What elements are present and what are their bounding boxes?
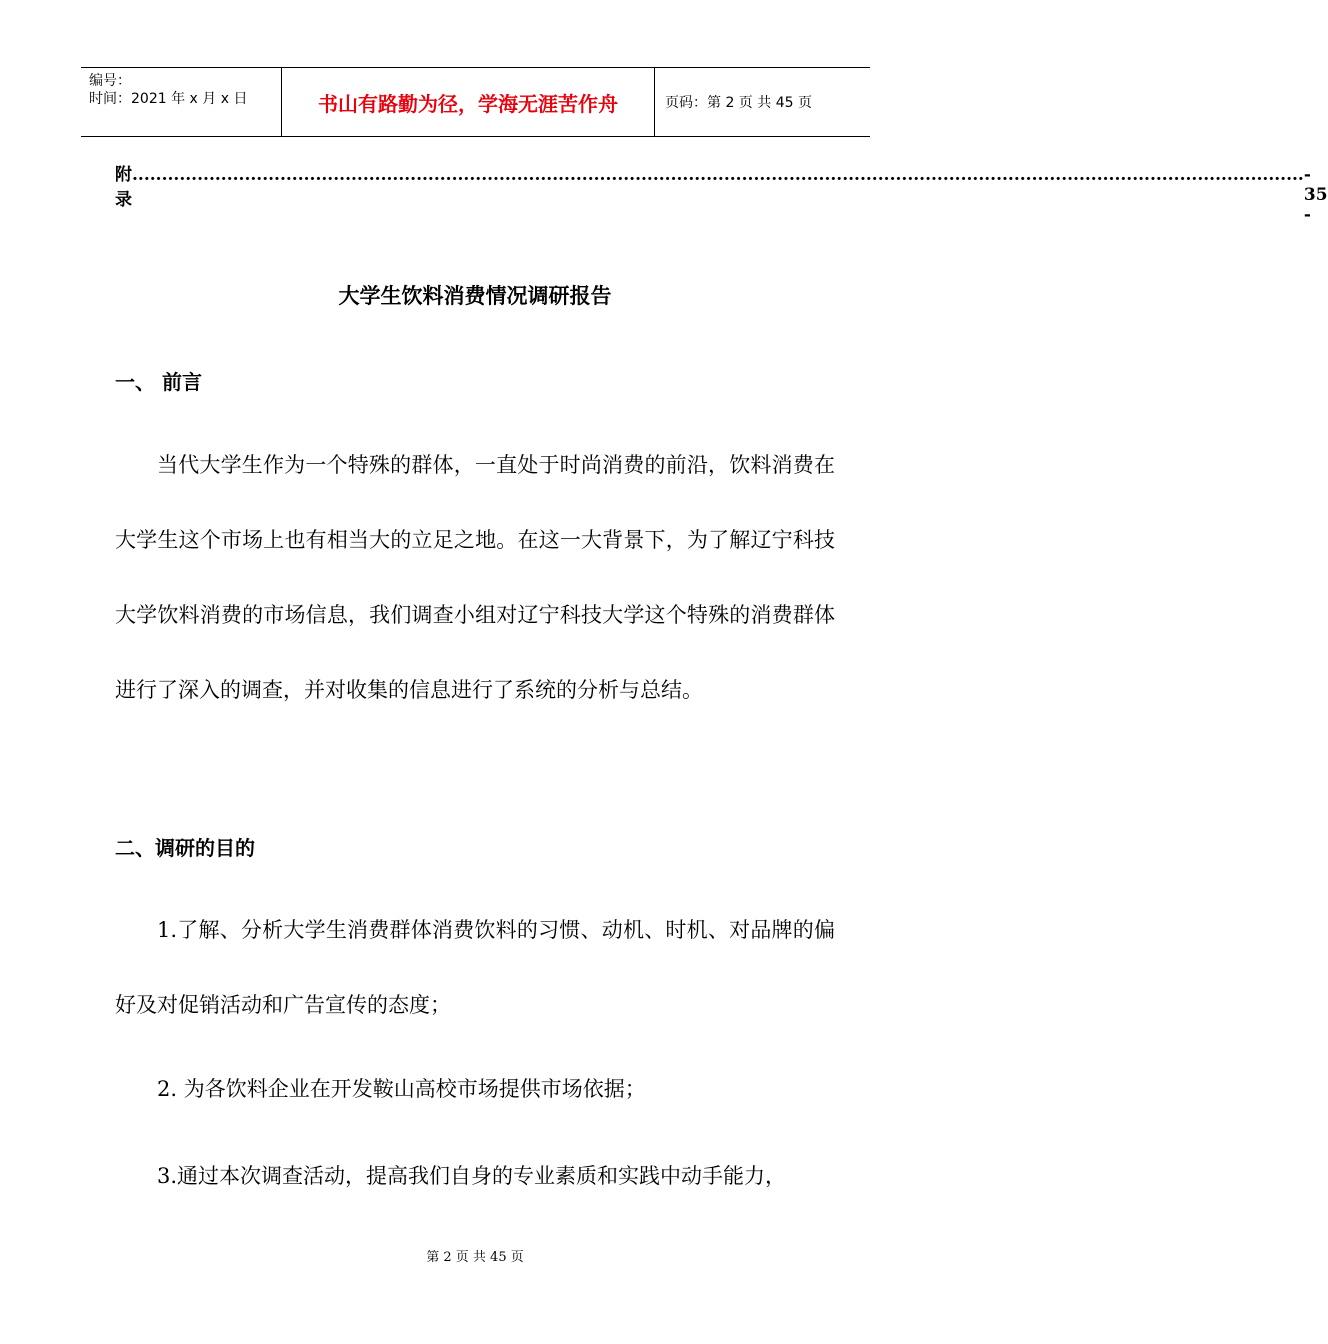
- page-header: [81, 67, 870, 137]
- toc-label: 附录: [115, 165, 132, 210]
- purpose-item-2: 2. 为各饮料企业在开发鞍山高校市场提供市场依据；: [157, 1077, 646, 1101]
- toc-entry[interactable]: [115, 160, 1328, 225]
- header-meta: [81, 68, 282, 136]
- purpose-item-3: 3.通过本次调查活动，提高我们自身的专业素质和实践中动手能力，: [157, 1164, 787, 1188]
- date-label: 时间：2021 年 x 月 x 日: [89, 91, 248, 107]
- section-heading-preface: 一、 前言: [115, 370, 202, 394]
- document-title: 大学生饮料消费情况调研报告: [338, 284, 612, 308]
- preface-paragraph: 当代大学生作为一个特殊的群体，一直处于时尚消费的前沿，饮料消费在大学生这个市场上也有相当大的立足之地。在这一大背景下，为了解辽宁科技大学饮料消费的市场信息，我们调查小组对辽宁科技大学这个特殊的消费群体进行了深入的调查，并对收集的信息进行了系统的分析与总结。: [115, 453, 835, 702]
- page-footer: 第 2 页 共 45 页: [426, 1250, 524, 1265]
- toc-leader-dots: ......................................................................................................................................................................................................: [132, 165, 1304, 185]
- number-label: 编号：: [89, 73, 131, 89]
- purpose-item-1: 1.了解、分析大学生消费群体消费饮料的习惯、动机、时机、对品牌的偏好及对促销活动和广告宣传的态度；: [115, 918, 835, 1017]
- toc-page-number: - 35 -: [1303, 165, 1328, 225]
- section-heading-purpose: 二、调研的目的: [115, 836, 255, 860]
- header-page-info: 页码：第 2 页 共 45 页: [665, 95, 812, 111]
- header-motto: 书山有路勤为径，学海无涯苦作舟: [282, 68, 655, 136]
